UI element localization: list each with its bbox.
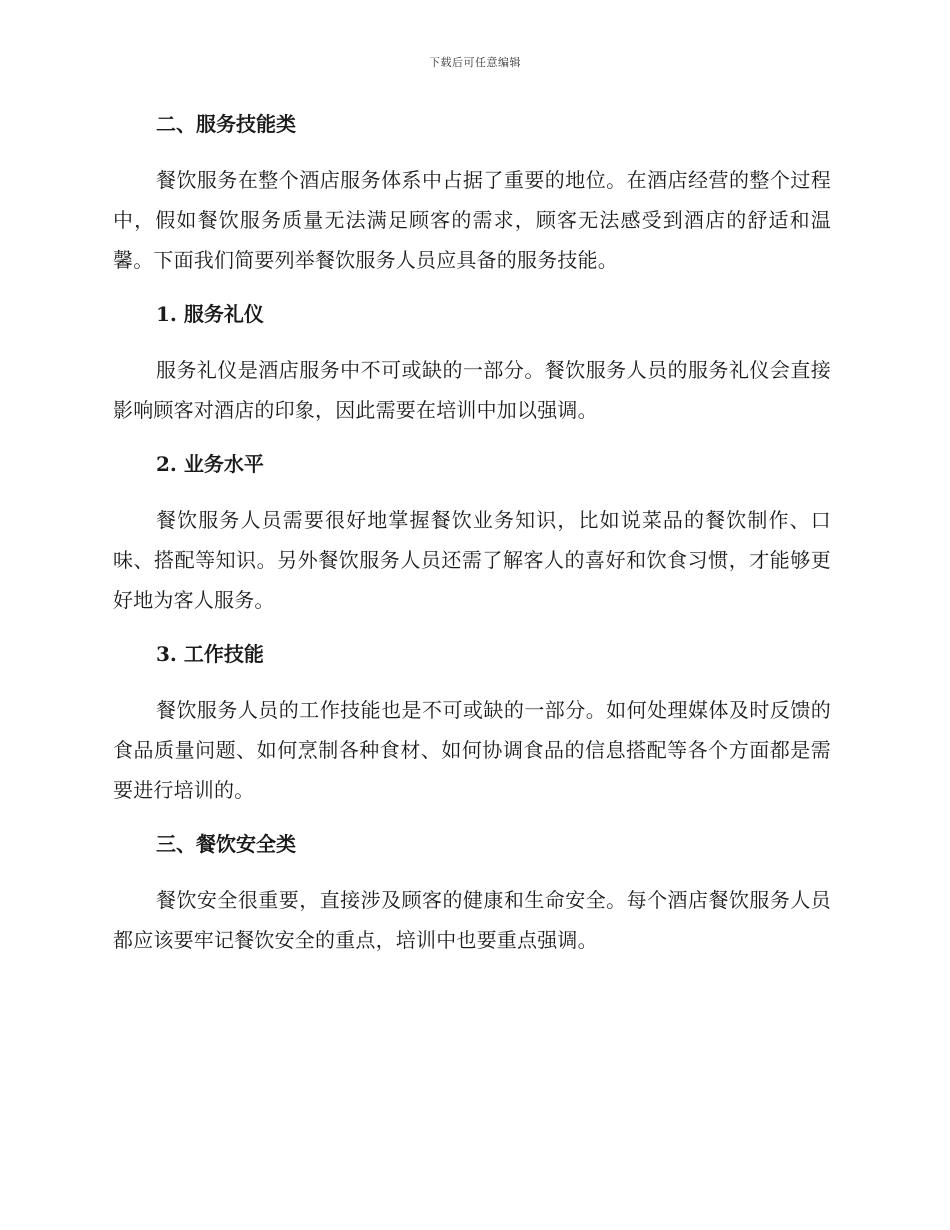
document-body bbox=[113, 104, 831, 960]
subheading-service-etiquette: 1. 服务礼仪 bbox=[156, 302, 264, 326]
section-heading-food-safety: 三、餐饮安全类 bbox=[156, 832, 296, 856]
section-heading-service-skills: 二、服务技能类 bbox=[156, 112, 296, 136]
paragraph-service-etiquette: 服务礼仪是酒店服务中不可或缺的一部分。餐饮服务人员的服务礼仪会直接影响顾客对酒店的印象，因此需要在培训中加以强调。 bbox=[113, 358, 831, 422]
subheading-work-skills: 3. 工作技能 bbox=[156, 642, 264, 666]
page-header: 下载后可任意编辑 bbox=[429, 56, 521, 69]
paragraph-food-safety: 餐饮安全很重要，直接涉及顾客的健康和生命安全。每个酒店餐饮服务人员都应该要牢记餐饮安全的重点，培训中也要重点强调。 bbox=[113, 888, 831, 952]
paragraph-work-skills: 餐饮服务人员的工作技能也是不可或缺的一部分。如何处理媒体及时反馈的食品质量问题、如何烹制各种食材、如何协调食品的信息搭配等各个方面都是需要进行培训的。 bbox=[113, 698, 831, 802]
paragraph-business-level: 餐饮服务人员需要很好地掌握餐饮业务知识，比如说菜品的餐饮制作、口味、搭配等知识。另外餐饮服务人员还需了解客人的喜好和饮食习惯，才能够更好地为客人服务。 bbox=[113, 508, 831, 612]
subheading-business-level: 2. 业务水平 bbox=[156, 452, 264, 476]
section-intro-paragraph: 餐饮服务在整个酒店服务体系中占据了重要的地位。在酒店经营的整个过程中，假如餐饮服务质量无法满足顾客的需求，顾客无法感受到酒店的舒适和温馨。下面我们简要列举餐饮服务人员应具备的服务技能。 bbox=[113, 168, 831, 272]
